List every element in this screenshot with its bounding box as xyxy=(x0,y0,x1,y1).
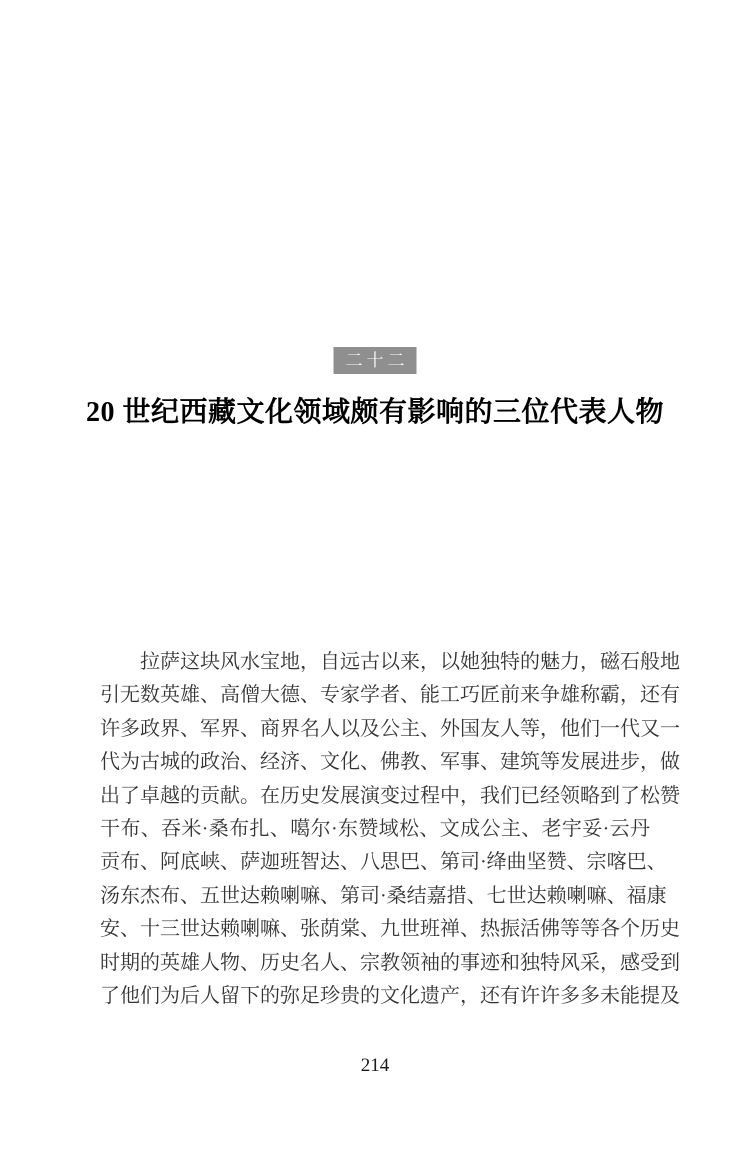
chapter-title: 20 世纪西藏文化领域颇有影响的三位代表人物 xyxy=(85,397,664,428)
body-line: 干布、吞米·桑布扎、噶尔·东赞域松、文成公主、老宇妥·云丹 xyxy=(100,817,650,840)
page-number: 214 xyxy=(360,1055,390,1076)
body-line: 时期的英雄人物、历史名人、宗教领袖的事迹和独特风采，感受到 xyxy=(100,951,680,974)
chapter-number-badge: 二十二 xyxy=(334,347,417,374)
body-line: 出了卓越的贡献。在历史发展演变过程中，我们已经领略到了松赞 xyxy=(100,784,680,807)
body-line: 拉萨这块风水宝地，自远古以来，以她独特的魅力，磁石般地 xyxy=(140,651,680,673)
body-line: 代为古城的政治、经济、文化、佛教、军事、建筑等发展进步，做 xyxy=(100,751,680,774)
body-line: 贡布、阿底峡、萨迦班智达、八思巴、第司·绛曲坚赞、宗喀巴、 xyxy=(100,851,667,874)
body-line: 安、十三世达赖喇嘛、张荫棠、九世班禅、热振活佛等等各个历史 xyxy=(100,918,680,941)
body-paragraph xyxy=(100,646,680,1013)
body-line: 了他们为后人留下的弥足珍贵的文化遗产，还有许许多多未能提及 xyxy=(100,984,680,1007)
body-line: 许多政界、军界、商界名人以及公主、外国友人等，他们一代又一 xyxy=(100,717,680,740)
body-line: 汤东杰布、五世达赖喇嘛、第司·桑结嘉措、七世达赖喇嘛、福康 xyxy=(100,884,667,907)
body-line: 引无数英雄、高僧大德、专家学者、能工巧匠前来争雄称霸，还有 xyxy=(100,684,680,707)
